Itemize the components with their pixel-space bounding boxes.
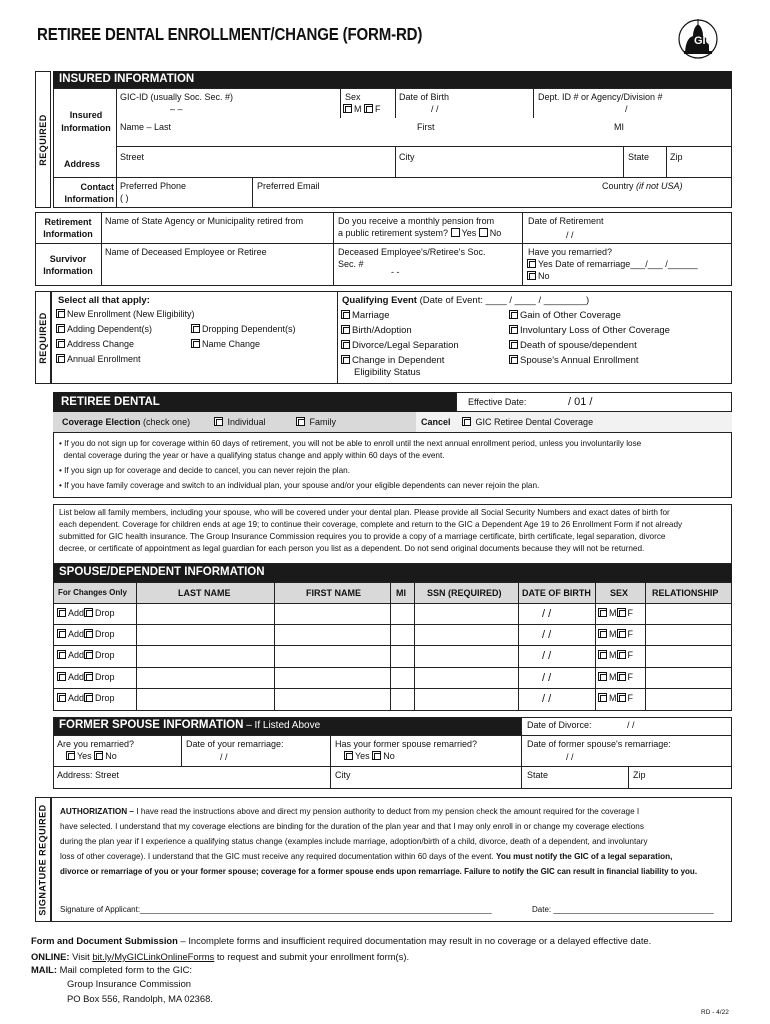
loss-coverage-checkbox[interactable] [509, 325, 518, 334]
preferred-phone-label: Preferred Phone [120, 181, 187, 191]
sex-label: Sex [345, 92, 361, 102]
add-checkbox[interactable] [57, 693, 66, 702]
remarried-no-checkbox[interactable] [527, 271, 536, 280]
remarried-no: No [527, 271, 550, 281]
individual-option: Individual [214, 417, 266, 427]
sex-m-checkbox[interactable] [343, 104, 352, 113]
mail-address-1: Group Insurance Commission [67, 978, 192, 989]
section-bar-dental: RETIREE DENTAL [53, 392, 456, 412]
cancel-option: GIC Retiree Dental Coverage [462, 417, 593, 427]
auth-line-4: loss of other coverage). I understand that the GIC must receive any required documentation within 60 days of the event. You must notify the GIC of a legal separation, [60, 852, 673, 861]
former-remarriage-slashes: / / [566, 752, 574, 762]
state-label: State [628, 152, 650, 162]
pension-yes-checkbox[interactable] [451, 228, 460, 237]
address-label: Address [64, 159, 101, 169]
divorce-date-label: Date of Divorce: [527, 720, 592, 730]
sex-f-checkbox[interactable] [617, 650, 626, 659]
sex-f-checkbox[interactable] [617, 672, 626, 681]
insured-label: Insured Information [61, 110, 111, 133]
gic-logo [677, 16, 719, 62]
pension-question: Do you receive a monthly pension from [338, 216, 495, 226]
drop-checkbox[interactable] [84, 650, 93, 659]
col-ssn: SSN (REQUIRED) [427, 588, 502, 598]
effective-date-value: / 01 / [568, 396, 593, 408]
birth-adoption-checkbox[interactable] [341, 325, 350, 334]
online-line: ONLINE: Visit bit.ly/MyGICLinkOnlineForms to request and submit your enrollment form(s). [31, 951, 410, 962]
sex-f-checkbox[interactable] [364, 104, 373, 113]
add-checkbox[interactable] [57, 629, 66, 638]
dob-slashes: / / [431, 104, 439, 114]
former-state-label: State [527, 770, 549, 780]
sex-f-checkbox[interactable] [617, 629, 626, 638]
former-remarried-options: Yes No [344, 751, 395, 761]
required-side-label: REQUIRED [35, 71, 51, 208]
drop-checkbox[interactable] [84, 672, 93, 681]
drop-checkbox[interactable] [84, 693, 93, 702]
add-checkbox[interactable] [57, 672, 66, 681]
remarried-label: Have you remarried? [528, 247, 613, 257]
are-you-remarried-label: Are you remarried? [57, 739, 135, 749]
annual-enrollment-checkbox[interactable] [56, 354, 65, 363]
auth-line-2: have selected. I understand that my coverage elections are binding for the duration of the plan year and that I may only enroll in or change my coverage elections [60, 822, 644, 831]
form-code: RD - 4/22 [701, 1009, 729, 1016]
your-remarriage-label: Date of your remarriage: [186, 739, 284, 749]
coverage-election-label: Coverage Election (check one) [62, 417, 191, 427]
mail-address-2: PO Box 556, Randolph, MA 02368. [67, 993, 213, 1004]
qualifying-event-label: Qualifying Event (Date of Event: ____ / ____ / ________) [342, 295, 590, 306]
instruction-line-3: submitted for GIC health insurance. The Group Insurance Commission requires you to provide a copy of a marriage certificate, birth certificate, legal separation, divorce [59, 532, 666, 541]
street-label: Street [120, 152, 145, 162]
select-all-label: Select all that apply: [58, 295, 150, 306]
zip-label: Zip [670, 152, 683, 162]
form-title: RETIREE DENTAL ENROLLMENT/CHANGE (FORM-RD) [37, 24, 423, 44]
dependents-header-row [54, 583, 731, 603]
family-option: Family [296, 417, 336, 427]
sex-m-checkbox[interactable] [598, 629, 607, 638]
deceased-ssn-label-2: Sec. # [338, 259, 364, 269]
drop-checkbox[interactable] [84, 608, 93, 617]
cancel-label: Cancel [421, 417, 451, 427]
preferred-email-label: Preferred Email [257, 181, 320, 191]
new-enrollment-checkbox[interactable] [56, 309, 65, 318]
col-last-name: LAST NAME [178, 588, 231, 598]
dob-label: Date of Birth [399, 92, 450, 102]
gain-coverage-checkbox[interactable] [509, 310, 518, 319]
deceased-ssn-label: Deceased Employee's/Retiree's Soc. [338, 247, 486, 257]
instruction-line-4: decree, or certificate of appointment as legal guardian for each person you list as a dependent. Do not send original documents because they will not be returned. [59, 544, 645, 553]
signature-line[interactable]: Signature of Applicant:_______________________________________________________________________________ [60, 905, 492, 914]
col-first-name: FIRST NAME [306, 588, 361, 598]
sex-options: M F [343, 104, 381, 114]
agency-label: Name of State Agency or Municipality retired from [105, 216, 304, 226]
are-you-remarried-options: Yes No [66, 751, 117, 761]
col-mi: MI [396, 588, 406, 598]
remarried-yes-checkbox[interactable] [527, 259, 536, 268]
gic-id-dashes: – – [170, 104, 183, 114]
address-change-checkbox[interactable] [56, 339, 65, 348]
former-remarriage-date-label: Date of former spouse's remarriage: [527, 739, 671, 749]
deceased-name-label: Name of Deceased Employee or Retiree [105, 247, 267, 257]
section-bar-dependents: SPOUSE/DEPENDENT INFORMATION [53, 564, 732, 582]
add-checkbox[interactable] [57, 608, 66, 617]
spouse-annual-checkbox[interactable] [509, 355, 518, 364]
sex-f-checkbox[interactable] [617, 693, 626, 702]
dept-slash: / [625, 104, 628, 114]
adding-dependents-checkbox[interactable] [56, 324, 65, 333]
sex-m-checkbox[interactable] [598, 608, 607, 617]
online-forms-link[interactable]: bit.ly/MyGICLinkOnlineForms [92, 951, 215, 962]
deceased-ssn-dashes: - - [391, 267, 400, 277]
date-retirement-label: Date of Retirement [528, 216, 604, 226]
logo-text: GIC [694, 35, 714, 47]
sex-m-checkbox[interactable] [598, 650, 607, 659]
divorce-checkbox[interactable] [341, 340, 350, 349]
former-zip-label: Zip [633, 770, 646, 780]
first-name-label: First [417, 122, 435, 132]
name-change-checkbox[interactable] [191, 339, 200, 348]
your-remarriage-slashes: / / [220, 752, 228, 762]
submission-note: Form and Document Submission – Incomplete forms and insufficient required documentation may result in no coverage or a delayed effective date. [31, 935, 652, 946]
col-for-changes: For Changes Only [58, 588, 127, 597]
country-label: Country (if not USA) [602, 181, 683, 191]
col-relationship: RELATIONSHIP [652, 588, 719, 598]
pension-question-2: a public retirement system? Yes No [338, 228, 502, 238]
marriage-checkbox[interactable] [341, 310, 350, 319]
auth-line-1: AUTHORIZATION – I have read the instructions above and direct my pension authority to deduct from my pension check the amount required for the coverage I [60, 807, 640, 816]
former-address-label: Address: Street [57, 770, 120, 780]
auth-line-3: during the plan year if I experience a qualifying status change (examples include marriage, adoption/birth of a child, divorce, death of a dependent, and involuntary [60, 837, 648, 846]
col-dob: DATE OF BIRTH [522, 588, 591, 598]
instruction-line-2: each dependent. Coverage for children ends at age 19; to continue their coverage, complete and return to the GIC a Dependent Age 19 to 26 Enrollment Form if not already [59, 520, 683, 529]
family-checkbox[interactable] [296, 417, 305, 426]
individual-checkbox[interactable] [214, 417, 223, 426]
pension-no-checkbox[interactable] [479, 228, 488, 237]
contact-label: Contact Information [64, 182, 114, 205]
you-remarried-yes-checkbox[interactable] [66, 751, 75, 760]
dental-bullet-1b: dental coverage during the year or have a qualifying status change and apply within 60 days of the event. [59, 451, 445, 460]
retirement-label: Retirement Information [43, 217, 93, 240]
former-city-label: City [335, 770, 351, 780]
gic-id-label: GIC-ID (usually Soc. Sec. #) [120, 92, 234, 102]
name-last-label: Name – Last [120, 122, 172, 132]
city-label: City [399, 152, 415, 162]
phone-paren: ( ) [120, 193, 129, 203]
col-sex: SEX [610, 588, 629, 598]
auth-line-5: divorce or remarriage of you or your former spouse; coverage for a former spouse ends upon remarriage. Failure to notify the GIC can result in financial liability to you. [60, 867, 698, 876]
you-remarried-no-checkbox[interactable] [94, 751, 103, 760]
dental-bullet-1: • If you do not sign up for coverage within 60 days of retirement, you will not be able to enroll until the next annual enrollment period, unless you involuntarily lose [59, 439, 642, 448]
dental-bullet-3: • If you have family coverage and switch to an individual plan, your spouse and/or your eligible dependents can never rejoin the plan. [59, 481, 540, 490]
signature-date-line[interactable]: Date: ____________________________________ [532, 905, 714, 914]
dept-id-label: Dept. ID # or Agency/Division # [538, 92, 663, 102]
dental-bullet-2: • If you sign up for coverage and decide to cancel, you can never rejoin the plan. [59, 466, 350, 475]
survivor-label: Survivor Information [43, 254, 93, 277]
death-checkbox[interactable] [509, 340, 518, 349]
dropping-dependents-checkbox[interactable] [191, 324, 200, 333]
effective-date-label: Effective Date: [468, 397, 527, 407]
sex-m-checkbox[interactable] [598, 693, 607, 702]
mail-line: MAIL: Mail completed form to the GIC: [31, 964, 192, 975]
former-yes-checkbox[interactable] [344, 751, 353, 760]
mi-label: MI [614, 122, 624, 132]
required-side-label-2: REQUIRED [35, 291, 51, 384]
add-checkbox[interactable] [57, 650, 66, 659]
signature-required-side-label: SIGNATURE REQUIRED [35, 797, 51, 922]
former-remarried-label: Has your former spouse remarried? [335, 739, 478, 749]
instruction-line-1: List below all family members, including your spouse, who will be covered under your dental plan. Please provide all Social Security Numbers and exact dates of birth for [59, 508, 670, 517]
sex-m-checkbox[interactable] [598, 672, 607, 681]
cancel-dental-checkbox[interactable] [462, 417, 471, 426]
drop-checkbox[interactable] [84, 629, 93, 638]
sex-f-checkbox[interactable] [617, 608, 626, 617]
date-retirement-slashes: / / [566, 230, 574, 240]
section-bar-insured: INSURED INFORMATION [53, 71, 732, 88]
section-bar-former-spouse: FORMER SPOUSE INFORMATION – If Listed Above [53, 717, 521, 735]
former-no-checkbox[interactable] [372, 751, 381, 760]
divorce-date-slashes: / / [627, 720, 635, 730]
dependent-eligibility-checkbox[interactable] [341, 355, 350, 364]
remarried-yes: Yes Date of remarriage___/___ /______ [527, 259, 698, 269]
